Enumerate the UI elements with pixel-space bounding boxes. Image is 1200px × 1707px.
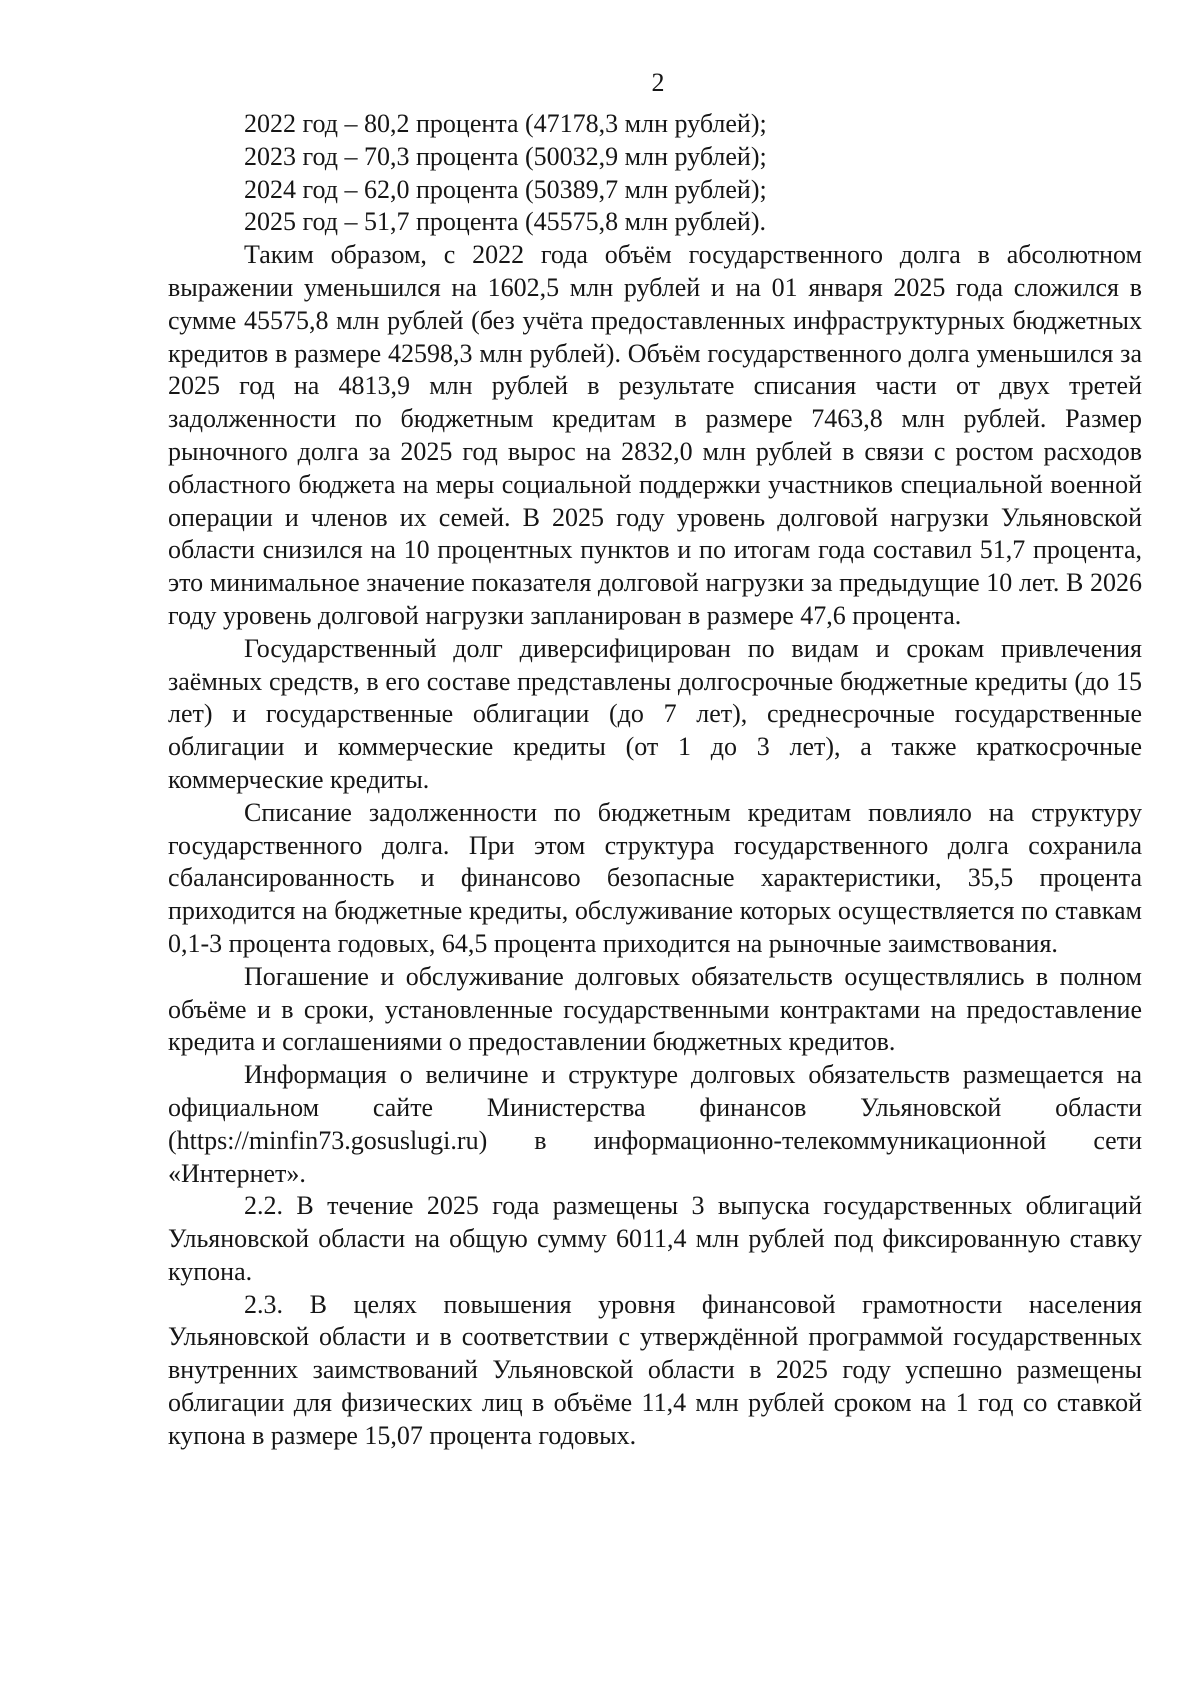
- paragraph-section-2-2: 2.2. В течение 2025 года размещены 3 выпуска государственных облигаций Ульяновской области на общую сумму 6011,4 млн рублей под фиксированную ставку купона.: [168, 1191, 1142, 1286]
- page-number: 2: [651, 68, 665, 97]
- year-line-2025: 2025 год – 51,7 процента (45575,8 млн рублей).: [244, 207, 766, 237]
- paragraph-debt-volume: Таким образом, с 2022 года объём государственного долга в абсолютном выражении уменьшился на 1602,5 млн рублей и на 01 января 2025 года сложился в сумме 45575,8 млн рублей (без учёта предоставленных инфраструктурных бюджетных кредитов в размере 42598,3 млн рублей). Объём государственного долга уменьшился за 2025 год на 4813,9 млн рублей в результате списания части от двух третей задолженности по бюджетным кредитам в размере 7463,8 млн рублей. Размер рыночного долга за 2025 год вырос на 2832,0 млн рублей в связи с ростом расходов областного бюджета на меры социальной поддержки участников специальной военной операции и членов их семей. В 2025 году уровень долговой нагрузки Ульяновской области снизился на 10 процентных пунктов и по итогам года составил 51,7 процента, это минимальное значение показателя долговой нагрузки за предыдущие 10 лет. В 2026 году уровень долговой нагрузки запланирован в размере 47,6 процента.: [168, 240, 1142, 630]
- year-line-2024: 2024 год – 62,0 процента (50389,7 млн рублей);: [244, 174, 767, 204]
- year-line-2023: 2023 год – 70,3 процента (50032,9 млн рублей);: [244, 141, 767, 171]
- paragraph-repayment: Погашение и обслуживание долговых обязательств осуществлялись в полном объёме и в сроки, установленные государственными контрактами на предоставление кредита и соглашениями о предоставлении бюджетных кредитов.: [168, 961, 1142, 1057]
- paragraph-debt-diversification: Государственный долг диверсифицирован по видам и срокам привлечения заёмных средств, в его составе представлены долгосрочные бюджетные кредиты (до 15 лет) и государственные облигации (до 7 лет), среднесрочные государственные облигации и коммерческие кредиты (от 1 до 3 лет), а также краткосрочные коммерческие кредиты.: [168, 633, 1142, 794]
- paragraph-information-source: Информация о величине и структуре долговых обязательств размещается на официальном сайте Министерства финансов Ульяновской области (https://minfin73.gosuslugi.ru) в информационно-телекоммуникационной сети «Интернет».: [168, 1060, 1142, 1188]
- paragraph-debt-structure: Списание задолженности по бюджетным кредитам повлияло на структуру государственного долга. При этом структура государственного долга сохранила сбалансированность и финансово безопасные характеристики, 35,5 процента приходится на бюджетные кредиты, обслуживание которых осуществляется по ставкам 0,1-3 процента годовых, 64,5 процента приходится на рыночные заимствования.: [168, 797, 1142, 958]
- year-line-2022: 2022 год – 80,2 процента (47178,3 млн рублей);: [244, 109, 767, 138]
- paragraph-section-2-3: 2.3. В целях повышения уровня финансовой грамотности населения Ульяновской области и в соответствии с утверждённой программой государственных внутренних заимствований Ульяновской области в 2025 году успешно размещены облигации для физических лиц в объёме 11,4 млн рублей сроком на 1 год со ставкой купона в размере 15,07 процента годовых.: [168, 1289, 1142, 1450]
- document-body: [168, 108, 1142, 1453]
